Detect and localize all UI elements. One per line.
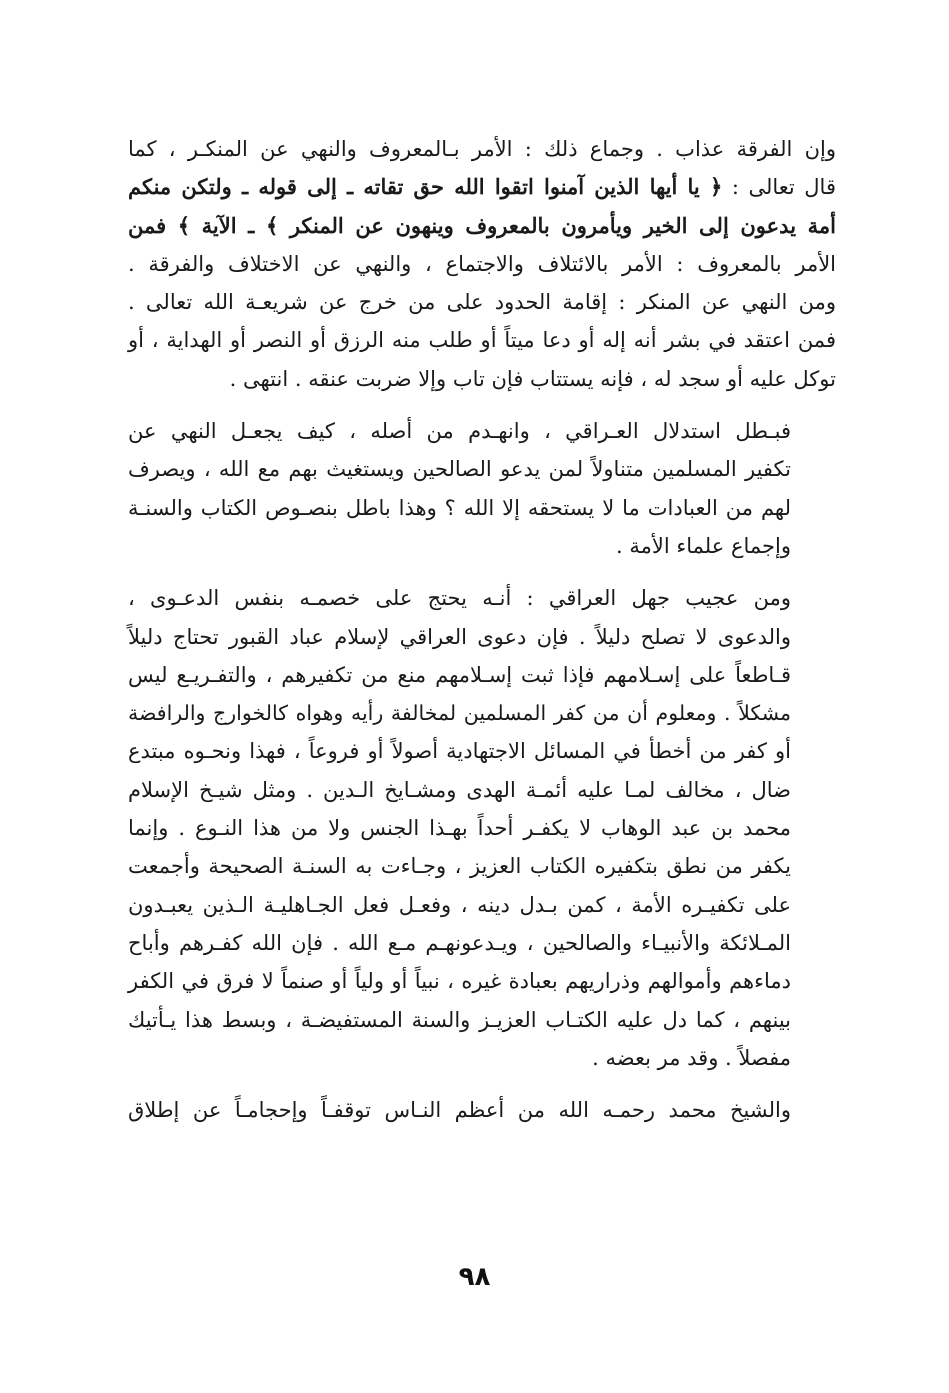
text-line [128,168,836,206]
text-line: لهم من العبادات ما لا يستحقه إلا الله ؟ وهذا باطل بنصـوص الكتاب والسنـة [128,495,791,520]
text-line: وإجماع علماء الأمة . [616,533,791,558]
text-line: ضال ، مخالف لمـا عليه أئمـة الهدى ومشـايخ الـدين . ومثل شيـخ الإسلام [128,777,791,802]
text-line: وإن الفرقة عذاب . وجماع ذلك : الأمر بـالمعروف والنهي عن المنكـر ، كما [128,137,836,161]
text-line: قـاطعاً على إسـلامهم فإذا ثبت إسـلامهم منع من تكفيرهم ، والتفـريـع ليس [128,662,791,687]
page-number: ٩٨ [458,1262,491,1292]
text-line: مشكلاً . ومعلوم أن من كفر المسلمين لمخالفة رأيه وهواه كالخوارج والرافضة [128,701,791,726]
paragraph-2 [128,412,836,565]
quran-verse-line: أمة يدعون إلى الخير ويأمرون بالمعروف وينهون عن المنكر ﴾ ـ الآية ﴾ فمن [128,212,836,238]
text-line: دماءهم وأموالهم وذراريهم بعبادة غيره ، نبياً أو ولياً أو صنماً لا فرق في الكفر [128,969,791,994]
text-line: أو كفر من أخطأ في المسائل الاجتهادية أصولاً أو فروعاً ، فهذا ونحـوه مبتدع [128,739,791,764]
text-line: مفصلاً . وقد مر بعضه . [592,1045,791,1070]
text-line: تكفير المسلمين متناولاً لمن يدعو الصالحين ويستغيث بهم مع الله ، ويصرف [128,457,791,482]
text-line: الأمر بالمعروف : الأمر بالائتلاف والاجتماع ، والنهي عن الاختلاف والفرقة . [128,251,836,276]
text-line: محمد بن عبد الوهاب لا يكفـر أحداً بهـذا الجنس ولا من هذا النـوع . وإنما [128,816,791,841]
text-line: ومن النهي عن المنكر : إقامة الحدود على من خرج عن شريعـة الله تعالى . [128,290,836,315]
paragraph-1 [128,130,836,398]
paragraph-4 [128,1091,836,1129]
body-text [128,130,836,1129]
text-line: توكل عليه أو سجد له ، فإنه يستتاب فإن تاب وإلا ضربت عنقه . انتهى . [229,366,836,391]
text-line-part: قال تعالى : [722,175,836,200]
text-line: المـلائكة والأنبيـاء والصالحين ، ويـدعونهـم مـع الله . فإن الله كفـرهم وأباح [128,930,791,955]
text-line: بينهم ، كما دل عليه الكتـاب العزيـز والسنة المستفيضـة ، وبسط هذا يـأتيك [128,1007,791,1032]
text-line: ومن عجيب جهل العراقي : أنـه يحتج على خصمـه بنفس الدعـوى ، [128,586,791,611]
text-line: والدعوى لا تصلح دليلاً . فإن دعوى العراقي لإسلام عباد القبور تحتاج دليلاً [128,624,791,649]
text-line: يكفر من نطق بتكفيره الكتاب العزيز ، وجـاءت به السنـة الصحيحة وأجمعت [128,854,791,879]
text-line: فمن اعتقد في بشر أنه إله أو دعا ميتاً أو طلب منه الرزق أو النصر أو الهداية ، أو [128,328,836,353]
text-line: والشيخ محمد رحمـه الله من أعظم النـاس توقفـاً وإحجامـاً عن إطلاق [128,1098,791,1123]
quran-verse-text: ﴿ يا أيها الذين آمنوا اتقوا الله حق تقاته ـ إلى قوله ـ ولتكن منكم [128,174,723,200]
text-line: على تكفيـره الأمة ، كمن بـدل دينه ، وفعـل فعل الجـاهليـة الـذين يعبـدون [128,892,791,917]
text-line: فبـطل استدلال العـراقي ، وانهـدم من أصله ، كيف يجعـل النهي عن [128,419,791,444]
paragraph-3 [128,579,836,1077]
